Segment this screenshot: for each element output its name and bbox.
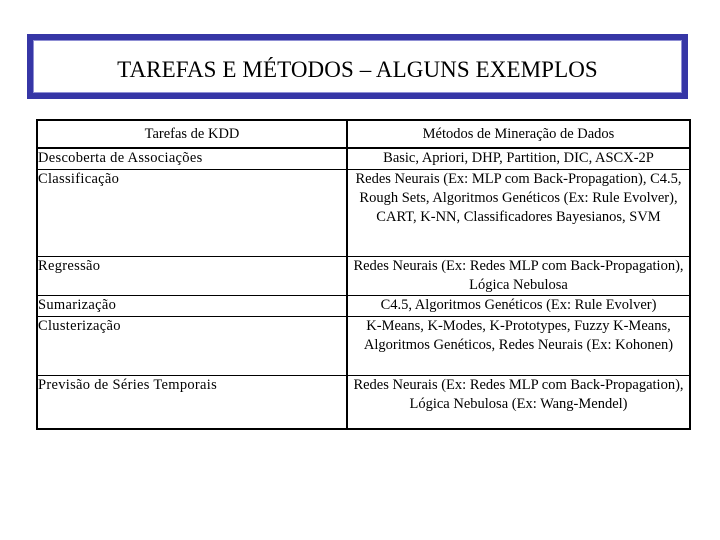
header-mining-methods: Métodos de Mineração de Dados (347, 120, 690, 148)
table-row (37, 148, 690, 170)
methods-cell: Redes Neurais (Ex: Redes MLP com Back-Propagation), Lógica Nebulosa (Ex: Wang-Mendel) (347, 376, 690, 430)
methods-cell: K-Means, K-Modes, K-Prototypes, Fuzzy K-Means, Algoritmos Genéticos, Redes Neurais (Ex: Kohonen) (347, 317, 690, 376)
header-kdd-tasks: Tarefas de KDD (37, 120, 347, 148)
methods-cell: C4.5, Algoritmos Genéticos (Ex: Rule Evolver) (347, 296, 690, 317)
task-cell: Classificação (37, 170, 347, 257)
table-row (37, 257, 690, 296)
kdd-methods-table (36, 119, 691, 430)
table-row (37, 296, 690, 317)
slide-title: TAREFAS E MÉTODOS – ALGUNS EXEMPLOS (117, 57, 598, 82)
methods-cell: Redes Neurais (Ex: MLP com Back-Propagation), C4.5, Rough Sets, Algoritmos Genéticos (Ex: Rule Evolver), CART, K-NN, Classificadores Bayesianos, SVM (347, 170, 690, 257)
table-row (37, 376, 690, 430)
task-cell: Clusterização (37, 317, 347, 376)
task-cell: Previsão de Séries Temporais (37, 376, 347, 430)
table-row (37, 170, 690, 257)
task-cell: Regressão (37, 257, 347, 296)
slide-title-box (27, 34, 688, 99)
methods-cell: Redes Neurais (Ex: Redes MLP com Back-Propagation), Lógica Nebulosa (347, 257, 690, 296)
table-header-row (37, 120, 690, 148)
table-row (37, 317, 690, 376)
methods-cell: Basic, Apriori, DHP, Partition, DIC, ASCX-2P (347, 148, 690, 170)
task-cell: Descoberta de Associações (37, 148, 347, 170)
task-cell: Sumarização (37, 296, 347, 317)
